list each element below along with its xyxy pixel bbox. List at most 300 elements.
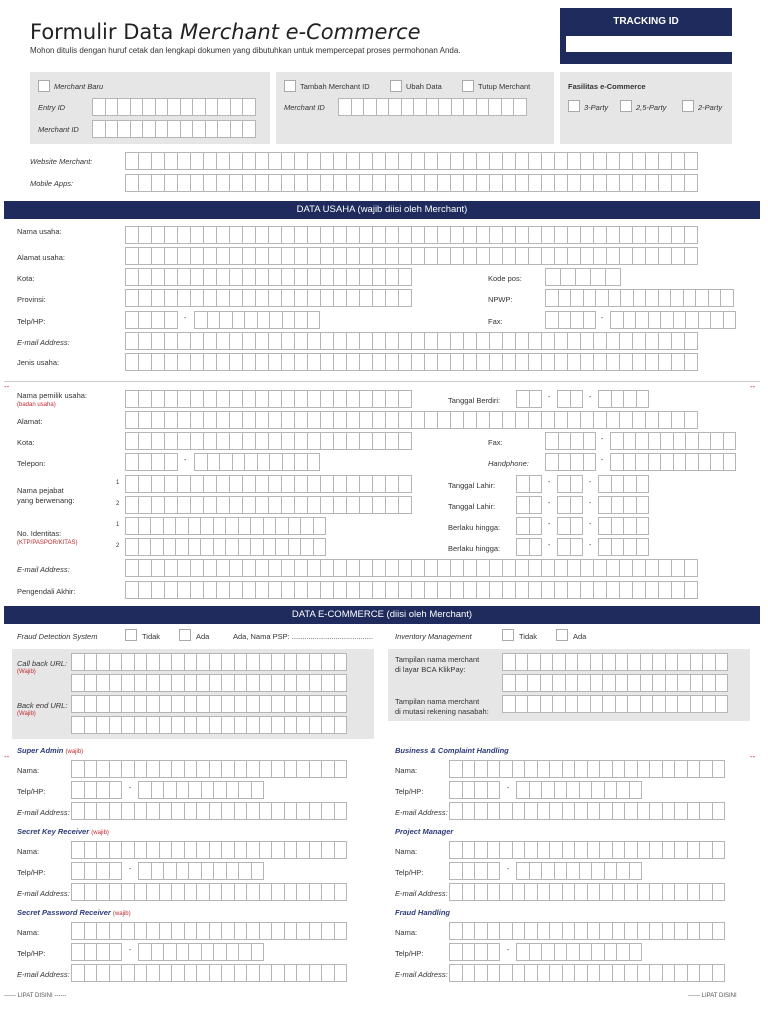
char-box[interactable] (242, 411, 256, 429)
char-box[interactable] (372, 390, 386, 408)
char-box[interactable] (151, 453, 165, 471)
char-box[interactable] (209, 674, 223, 692)
char-box[interactable] (570, 496, 584, 514)
char-box[interactable] (269, 453, 283, 471)
char-box[interactable] (184, 674, 198, 692)
char-box[interactable] (608, 36, 622, 52)
char-box[interactable] (562, 883, 576, 901)
char-box[interactable] (164, 174, 178, 192)
char-box[interactable] (541, 581, 555, 599)
char-box[interactable] (255, 174, 269, 192)
char-box[interactable] (620, 289, 634, 307)
char-box[interactable] (385, 289, 399, 307)
char-box[interactable] (385, 353, 399, 371)
char-box[interactable] (610, 432, 624, 450)
char-box[interactable] (516, 475, 530, 493)
char-box[interactable] (333, 152, 347, 170)
char-box[interactable] (251, 943, 265, 961)
char-box[interactable] (271, 653, 285, 671)
char-box[interactable] (121, 841, 135, 859)
char-box[interactable] (346, 247, 360, 265)
char-box[interactable] (424, 411, 438, 429)
char-box[interactable] (359, 559, 373, 577)
char-box[interactable] (121, 964, 135, 982)
char-box[interactable] (125, 332, 139, 350)
char-box[interactable] (699, 883, 713, 901)
char-box[interactable] (359, 411, 373, 429)
char-box[interactable] (552, 653, 566, 671)
char-box[interactable] (268, 432, 282, 450)
char-box[interactable] (320, 152, 334, 170)
char-box[interactable] (259, 964, 273, 982)
char-box[interactable] (213, 781, 227, 799)
char-box[interactable] (229, 581, 243, 599)
char-box[interactable] (71, 922, 85, 940)
fraud-tidak-checkbox[interactable] (125, 629, 137, 641)
char-box[interactable] (649, 760, 663, 778)
char-box[interactable] (309, 922, 323, 940)
char-box[interactable] (558, 289, 572, 307)
char-box[interactable] (159, 695, 173, 713)
char-box[interactable] (320, 353, 334, 371)
char-box[interactable] (580, 332, 594, 350)
char-box[interactable] (250, 517, 264, 535)
char-box[interactable] (720, 36, 734, 52)
char-box[interactable] (599, 883, 613, 901)
char-box[interactable] (300, 517, 314, 535)
char-box[interactable] (489, 559, 503, 577)
char-box[interactable] (281, 390, 295, 408)
char-box[interactable] (566, 943, 580, 961)
char-box[interactable] (615, 674, 629, 692)
char-box[interactable] (516, 862, 530, 880)
date-year-field[interactable] (598, 517, 648, 535)
char-box[interactable] (294, 475, 308, 493)
char-box[interactable] (346, 411, 360, 429)
char-box[interactable] (334, 841, 348, 859)
char-box[interactable] (612, 802, 626, 820)
char-box[interactable] (359, 289, 373, 307)
char-box[interactable] (502, 152, 516, 170)
char-box[interactable] (671, 226, 685, 244)
char-box[interactable] (203, 353, 217, 371)
char-box[interactable] (385, 432, 399, 450)
date-month-field[interactable] (557, 475, 582, 493)
char-box[interactable] (296, 674, 310, 692)
char-box[interactable] (590, 674, 604, 692)
char-box[interactable] (217, 98, 231, 116)
char-box[interactable] (577, 674, 591, 692)
char-box[interactable] (652, 674, 666, 692)
char-box[interactable] (109, 922, 123, 940)
char-box[interactable] (398, 152, 412, 170)
identitas2-field[interactable] (125, 538, 325, 556)
char-box[interactable] (567, 411, 581, 429)
char-box[interactable] (184, 695, 198, 713)
char-box[interactable] (177, 581, 191, 599)
char-box[interactable] (635, 311, 649, 329)
char-box[interactable] (462, 883, 476, 901)
char-box[interactable] (255, 332, 269, 350)
char-box[interactable] (320, 174, 334, 192)
char-box[interactable] (151, 411, 165, 429)
char-box[interactable] (250, 538, 264, 556)
char-box[interactable] (296, 653, 310, 671)
contact-nama-field[interactable] (71, 841, 346, 859)
char-box[interactable] (359, 432, 373, 450)
char-box[interactable] (648, 432, 662, 450)
char-box[interactable] (244, 453, 258, 471)
date-day-field[interactable] (516, 538, 541, 556)
char-box[interactable] (268, 559, 282, 577)
char-box[interactable] (159, 760, 173, 778)
char-box[interactable] (474, 841, 488, 859)
telepon-area-field[interactable] (125, 453, 177, 471)
char-box[interactable] (527, 674, 541, 692)
char-box[interactable] (591, 862, 605, 880)
char-box[interactable] (203, 289, 217, 307)
char-box[interactable] (499, 883, 513, 901)
char-box[interactable] (121, 695, 135, 713)
char-box[interactable] (562, 922, 576, 940)
char-box[interactable] (333, 475, 347, 493)
char-box[interactable] (593, 411, 607, 429)
char-box[interactable] (284, 883, 298, 901)
char-box[interactable] (359, 390, 373, 408)
char-box[interactable] (296, 695, 310, 713)
char-box[interactable] (502, 581, 516, 599)
char-box[interactable] (251, 781, 265, 799)
char-box[interactable] (687, 964, 701, 982)
char-box[interactable] (171, 760, 185, 778)
char-box[interactable] (645, 353, 659, 371)
char-box[interactable] (645, 247, 659, 265)
char-box[interactable] (411, 411, 425, 429)
char-box[interactable] (207, 453, 221, 471)
char-box[interactable] (321, 964, 335, 982)
char-box[interactable] (524, 964, 538, 982)
char-box[interactable] (96, 695, 110, 713)
char-box[interactable] (196, 883, 210, 901)
char-box[interactable] (710, 311, 724, 329)
char-box[interactable] (125, 581, 139, 599)
char-box[interactable] (570, 453, 584, 471)
char-box[interactable] (489, 226, 503, 244)
char-box[interactable] (164, 496, 178, 514)
char-box[interactable] (450, 226, 464, 244)
char-box[interactable] (320, 432, 334, 450)
char-box[interactable] (385, 581, 399, 599)
char-box[interactable] (474, 781, 488, 799)
char-box[interactable] (259, 695, 273, 713)
char-box[interactable] (71, 943, 85, 961)
char-box[interactable] (255, 432, 269, 450)
char-box[interactable] (476, 152, 490, 170)
char-box[interactable] (674, 964, 688, 982)
char-box[interactable] (658, 247, 672, 265)
char-box[interactable] (177, 332, 191, 350)
char-box[interactable] (203, 268, 217, 286)
char-box[interactable] (658, 559, 672, 577)
char-box[interactable] (658, 411, 672, 429)
char-box[interactable] (221, 802, 235, 820)
char-box[interactable] (125, 289, 139, 307)
char-box[interactable] (151, 862, 165, 880)
char-box[interactable] (242, 152, 256, 170)
char-box[interactable] (188, 862, 202, 880)
char-box[interactable] (309, 674, 323, 692)
char-box[interactable] (71, 760, 85, 778)
char-box[interactable] (216, 475, 230, 493)
telp-number-field[interactable] (194, 311, 319, 329)
char-box[interactable] (489, 411, 503, 429)
char-box[interactable] (201, 943, 215, 961)
char-box[interactable] (96, 841, 110, 859)
char-box[interactable] (151, 781, 165, 799)
char-box[interactable] (242, 475, 256, 493)
char-box[interactable] (176, 943, 190, 961)
char-box[interactable] (151, 268, 165, 286)
char-box[interactable] (171, 964, 185, 982)
char-box[interactable] (209, 841, 223, 859)
char-box[interactable] (294, 390, 308, 408)
char-box[interactable] (437, 411, 451, 429)
char-box[interactable] (238, 943, 252, 961)
email2-field[interactable] (125, 559, 697, 577)
merchant-baru-checkbox[interactable] (38, 80, 50, 92)
char-box[interactable] (449, 943, 463, 961)
char-box[interactable] (623, 390, 637, 408)
char-box[interactable] (151, 152, 165, 170)
char-box[interactable] (557, 517, 571, 535)
inventory-ada-checkbox[interactable] (556, 629, 568, 641)
email-field[interactable] (125, 332, 697, 350)
char-box[interactable] (150, 538, 164, 556)
char-box[interactable] (151, 432, 165, 450)
char-box[interactable] (557, 496, 571, 514)
char-box[interactable] (598, 496, 612, 514)
char-box[interactable] (684, 581, 698, 599)
char-box[interactable] (71, 964, 85, 982)
char-box[interactable] (333, 390, 347, 408)
char-box[interactable] (242, 268, 256, 286)
char-box[interactable] (398, 268, 412, 286)
char-box[interactable] (565, 674, 579, 692)
char-box[interactable] (146, 716, 160, 734)
char-box[interactable] (398, 475, 412, 493)
char-box[interactable] (685, 453, 699, 471)
char-box[interactable] (209, 964, 223, 982)
char-box[interactable] (528, 332, 542, 350)
char-box[interactable] (635, 432, 649, 450)
char-box[interactable] (579, 781, 593, 799)
char-box[interactable] (516, 781, 530, 799)
char-box[interactable] (246, 883, 260, 901)
char-box[interactable] (164, 475, 178, 493)
char-box[interactable] (570, 517, 584, 535)
char-box[interactable] (138, 311, 152, 329)
char-box[interactable] (175, 517, 189, 535)
date-month-field[interactable] (557, 496, 582, 514)
char-box[interactable] (216, 496, 230, 514)
char-box[interactable] (398, 559, 412, 577)
char-box[interactable] (219, 311, 233, 329)
char-box[interactable] (151, 353, 165, 371)
char-box[interactable] (385, 496, 399, 514)
char-box[interactable] (450, 247, 464, 265)
char-box[interactable] (196, 922, 210, 940)
char-box[interactable] (720, 289, 734, 307)
char-box[interactable] (665, 695, 679, 713)
char-box[interactable] (109, 716, 123, 734)
char-box[interactable] (232, 311, 246, 329)
char-box[interactable] (190, 226, 204, 244)
char-box[interactable] (164, 453, 178, 471)
char-box[interactable] (151, 311, 165, 329)
char-box[interactable] (282, 453, 296, 471)
char-box[interactable] (242, 559, 256, 577)
char-box[interactable] (151, 496, 165, 514)
char-box[interactable] (372, 411, 386, 429)
char-box[interactable] (84, 802, 98, 820)
char-box[interactable] (269, 311, 283, 329)
tutup-checkbox[interactable] (462, 80, 474, 92)
char-box[interactable] (216, 268, 230, 286)
char-box[interactable] (411, 152, 425, 170)
contact-telp-area-field[interactable] (71, 781, 121, 799)
char-box[interactable] (333, 496, 347, 514)
char-box[interactable] (321, 653, 335, 671)
char-box[interactable] (221, 922, 235, 940)
char-box[interactable] (557, 390, 571, 408)
char-box[interactable] (321, 883, 335, 901)
char-box[interactable] (320, 496, 334, 514)
char-box[interactable] (549, 922, 563, 940)
char-box[interactable] (645, 332, 659, 350)
char-box[interactable] (554, 781, 568, 799)
char-box[interactable] (593, 174, 607, 192)
char-box[interactable] (219, 453, 233, 471)
char-box[interactable] (275, 517, 289, 535)
char-box[interactable] (255, 353, 269, 371)
char-box[interactable] (629, 781, 643, 799)
char-box[interactable] (151, 247, 165, 265)
char-box[interactable] (155, 98, 169, 116)
char-box[interactable] (109, 760, 123, 778)
char-box[interactable] (216, 332, 230, 350)
char-box[interactable] (554, 581, 568, 599)
date-day-field[interactable] (516, 517, 541, 535)
contact-email-field[interactable] (449, 883, 724, 901)
contact-email-field[interactable] (71, 802, 346, 820)
handphone-number-field[interactable] (610, 453, 735, 471)
char-box[interactable] (334, 802, 348, 820)
char-box[interactable] (590, 268, 606, 286)
char-box[interactable] (138, 411, 152, 429)
char-box[interactable] (320, 332, 334, 350)
char-box[interactable] (259, 674, 273, 692)
char-box[interactable] (611, 475, 625, 493)
char-box[interactable] (138, 226, 152, 244)
char-box[interactable] (84, 695, 98, 713)
char-box[interactable] (196, 674, 210, 692)
char-box[interactable] (602, 653, 616, 671)
char-box[interactable] (134, 883, 148, 901)
char-box[interactable] (611, 496, 625, 514)
char-box[interactable] (424, 152, 438, 170)
char-box[interactable] (562, 760, 576, 778)
char-box[interactable] (134, 964, 148, 982)
opt-3-party-checkbox[interactable] (568, 100, 580, 112)
char-box[interactable] (636, 36, 650, 52)
char-box[interactable] (320, 226, 334, 244)
char-box[interactable] (268, 174, 282, 192)
char-box[interactable] (334, 716, 348, 734)
char-box[interactable] (84, 674, 98, 692)
char-box[interactable] (246, 922, 260, 940)
char-box[interactable] (229, 390, 243, 408)
char-box[interactable] (690, 653, 704, 671)
char-box[interactable] (184, 760, 198, 778)
char-box[interactable] (109, 674, 123, 692)
char-box[interactable] (134, 674, 148, 692)
char-box[interactable] (71, 862, 85, 880)
char-box[interactable] (138, 862, 152, 880)
char-box[interactable] (574, 922, 588, 940)
char-box[interactable] (385, 332, 399, 350)
char-box[interactable] (307, 411, 321, 429)
char-box[interactable] (684, 247, 698, 265)
contact-telp-number-field[interactable] (516, 943, 641, 961)
char-box[interactable] (180, 98, 194, 116)
char-box[interactable] (346, 559, 360, 577)
char-box[interactable] (567, 152, 581, 170)
char-box[interactable] (294, 268, 308, 286)
char-box[interactable] (502, 411, 516, 429)
char-box[interactable] (437, 559, 451, 577)
char-box[interactable] (462, 802, 476, 820)
char-box[interactable] (242, 390, 256, 408)
char-box[interactable] (229, 559, 243, 577)
char-box[interactable] (203, 152, 217, 170)
char-box[interactable] (385, 390, 399, 408)
char-box[interactable] (294, 247, 308, 265)
char-box[interactable] (398, 247, 412, 265)
char-box[interactable] (296, 760, 310, 778)
char-box[interactable] (640, 674, 654, 692)
char-box[interactable] (606, 353, 620, 371)
char-box[interactable] (723, 311, 737, 329)
char-box[interactable] (294, 152, 308, 170)
char-box[interactable] (579, 943, 593, 961)
char-box[interactable] (554, 353, 568, 371)
char-box[interactable] (209, 802, 223, 820)
char-box[interactable] (398, 174, 412, 192)
char-box[interactable] (138, 152, 152, 170)
char-box[interactable] (159, 964, 173, 982)
char-box[interactable] (242, 581, 256, 599)
char-box[interactable] (677, 695, 691, 713)
char-box[interactable] (151, 559, 165, 577)
char-box[interactable] (558, 311, 572, 329)
char-box[interactable] (489, 581, 503, 599)
char-box[interactable] (138, 781, 152, 799)
char-box[interactable] (271, 922, 285, 940)
char-box[interactable] (221, 760, 235, 778)
char-box[interactable] (359, 353, 373, 371)
char-box[interactable] (271, 716, 285, 734)
char-box[interactable] (499, 760, 513, 778)
